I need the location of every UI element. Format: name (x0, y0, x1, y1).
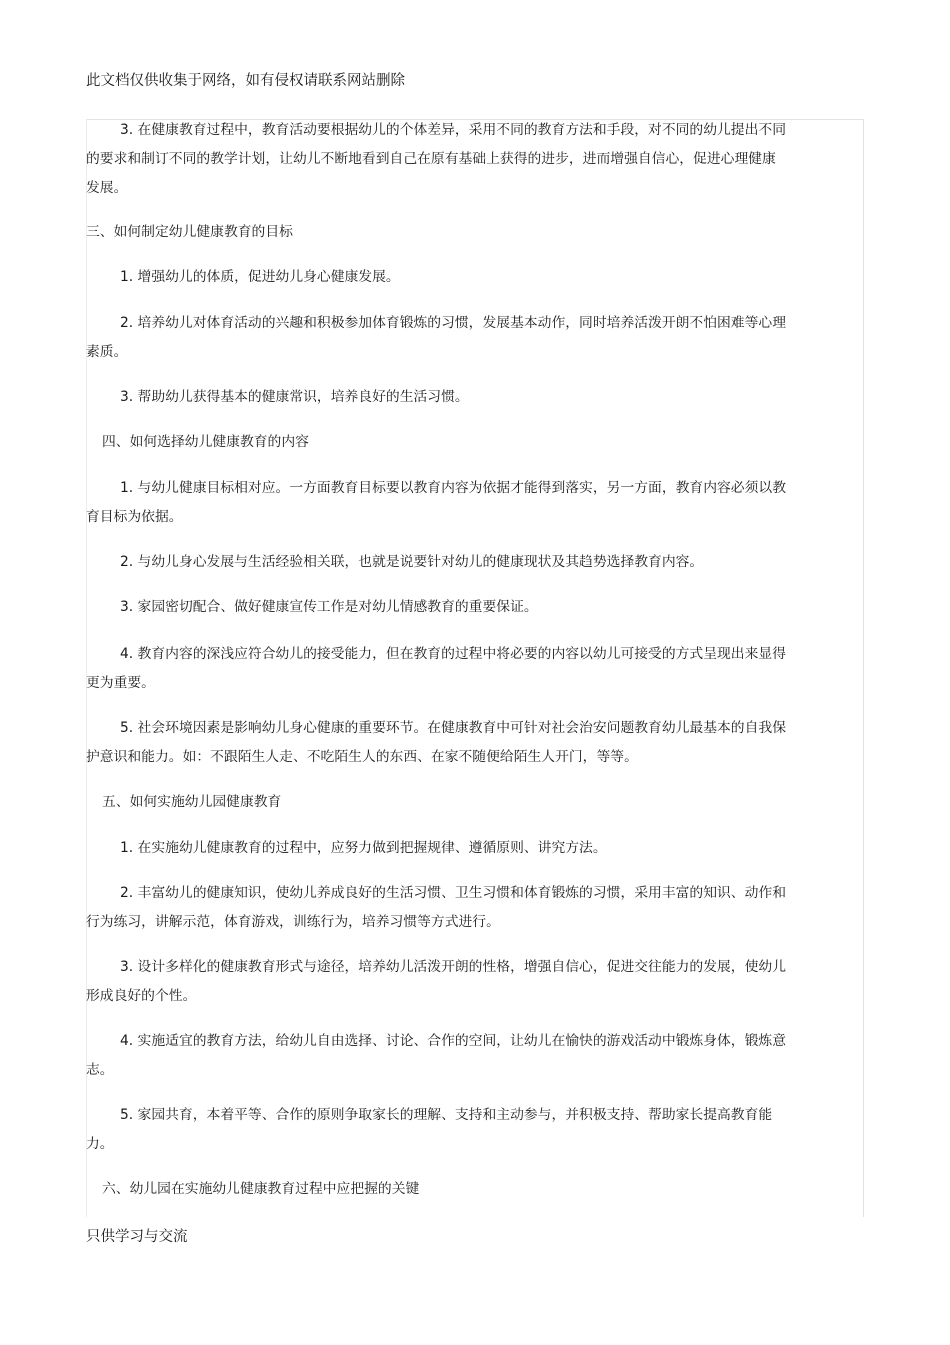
implement-item-1: 1. 在实施幼儿健康教育的过程中，应努力做到把握规律、遵循原则、讲究方法。 (120, 840, 607, 856)
implement-item-5: 5. 家园共育，本着平等、合作的原则争取家长的理解、支持和主动参与，并积极支持、帮助家长提高教育能力。 (86, 1107, 773, 1152)
section-heading-6: 六、幼儿园在实施幼儿健康教育过程中应把握的关键 (102, 1181, 420, 1197)
goal-item-2: 2. 培养幼儿对体育活动的兴趣和积极参加体育锻炼的习惯，发展基本动作，同时培养活泼开朗不怕困难等心理素质。 (86, 315, 786, 360)
document-footer-note: 只供学习与交流 (86, 1229, 188, 1245)
implement-item-2: 2. 丰富幼儿的健康知识，使幼儿养成良好的生活习惯、卫生习惯和体育锻炼的习惯，采用丰富的知识、动作和行为练习，讲解示范，体育游戏，训练行为，培养习惯等方式进行。 (86, 885, 786, 930)
section-heading-3: 三、如何制定幼儿健康教育的目标 (86, 224, 293, 240)
document-header-note: 此文档仅供收集于网络，如有侵权请联系网站删除 (86, 73, 405, 89)
section-heading-4: 四、如何选择幼儿健康教育的内容 (102, 434, 309, 450)
content-item-5: 5. 社会环境因素是影响幼儿身心健康的重要环节。在健康教育中可针对社会治安问题教育幼儿最基本的自我保护意识和能力。如：不跟陌生人走、不吃陌生人的东西、在家不随便给陌生人开门，等等。 (86, 720, 786, 765)
content-item-2: 2. 与幼儿身心发展与生活经验相关联，也就是说要针对幼儿的健康现状及其趋势选择教育内容。 (120, 554, 704, 570)
implement-item-3: 3. 设计多样化的健康教育形式与途径，培养幼儿活泼开朗的性格，增强自信心，促进交往能力的发展，使幼儿形成良好的个性。 (86, 959, 786, 1004)
goal-item-3: 3. 帮助幼儿获得基本的健康常识，培养良好的生活习惯。 (120, 389, 469, 405)
goal-item-1: 1. 增强幼儿的体质，促进幼儿身心健康发展。 (120, 269, 400, 285)
paragraph-3-individual-differences: 3. 在健康教育过程中，教育活动要根据幼儿的个体差异，采用不同的教育方法和手段，对不同的幼儿提出不同的要求和制订不同的教学计划，让幼儿不断地看到自己在原有基础上获得的进步，进而增强自信心，促进心理健康发展。 (86, 122, 786, 196)
content-item-1: 1. 与幼儿健康目标相对应。一方面教育目标要以教育内容为依据才能得到落实，另一方面，教育内容必须以教育目标为依据。 (86, 480, 786, 525)
content-item-3: 3. 家园密切配合、做好健康宣传工作是对幼儿情感教育的重要保证。 (120, 599, 538, 615)
implement-item-4: 4. 实施适宜的教育方法，给幼儿自由选择、讨论、合作的空间，让幼儿在愉快的游戏活动中锻炼身体，锻炼意志。 (86, 1033, 786, 1078)
content-item-4: 4. 教育内容的深浅应符合幼儿的接受能力，但在教育的过程中将必要的内容以幼儿可接受的方式呈现出来显得更为重要。 (86, 646, 786, 691)
section-heading-5: 五、如何实施幼儿园健康教育 (102, 794, 282, 810)
